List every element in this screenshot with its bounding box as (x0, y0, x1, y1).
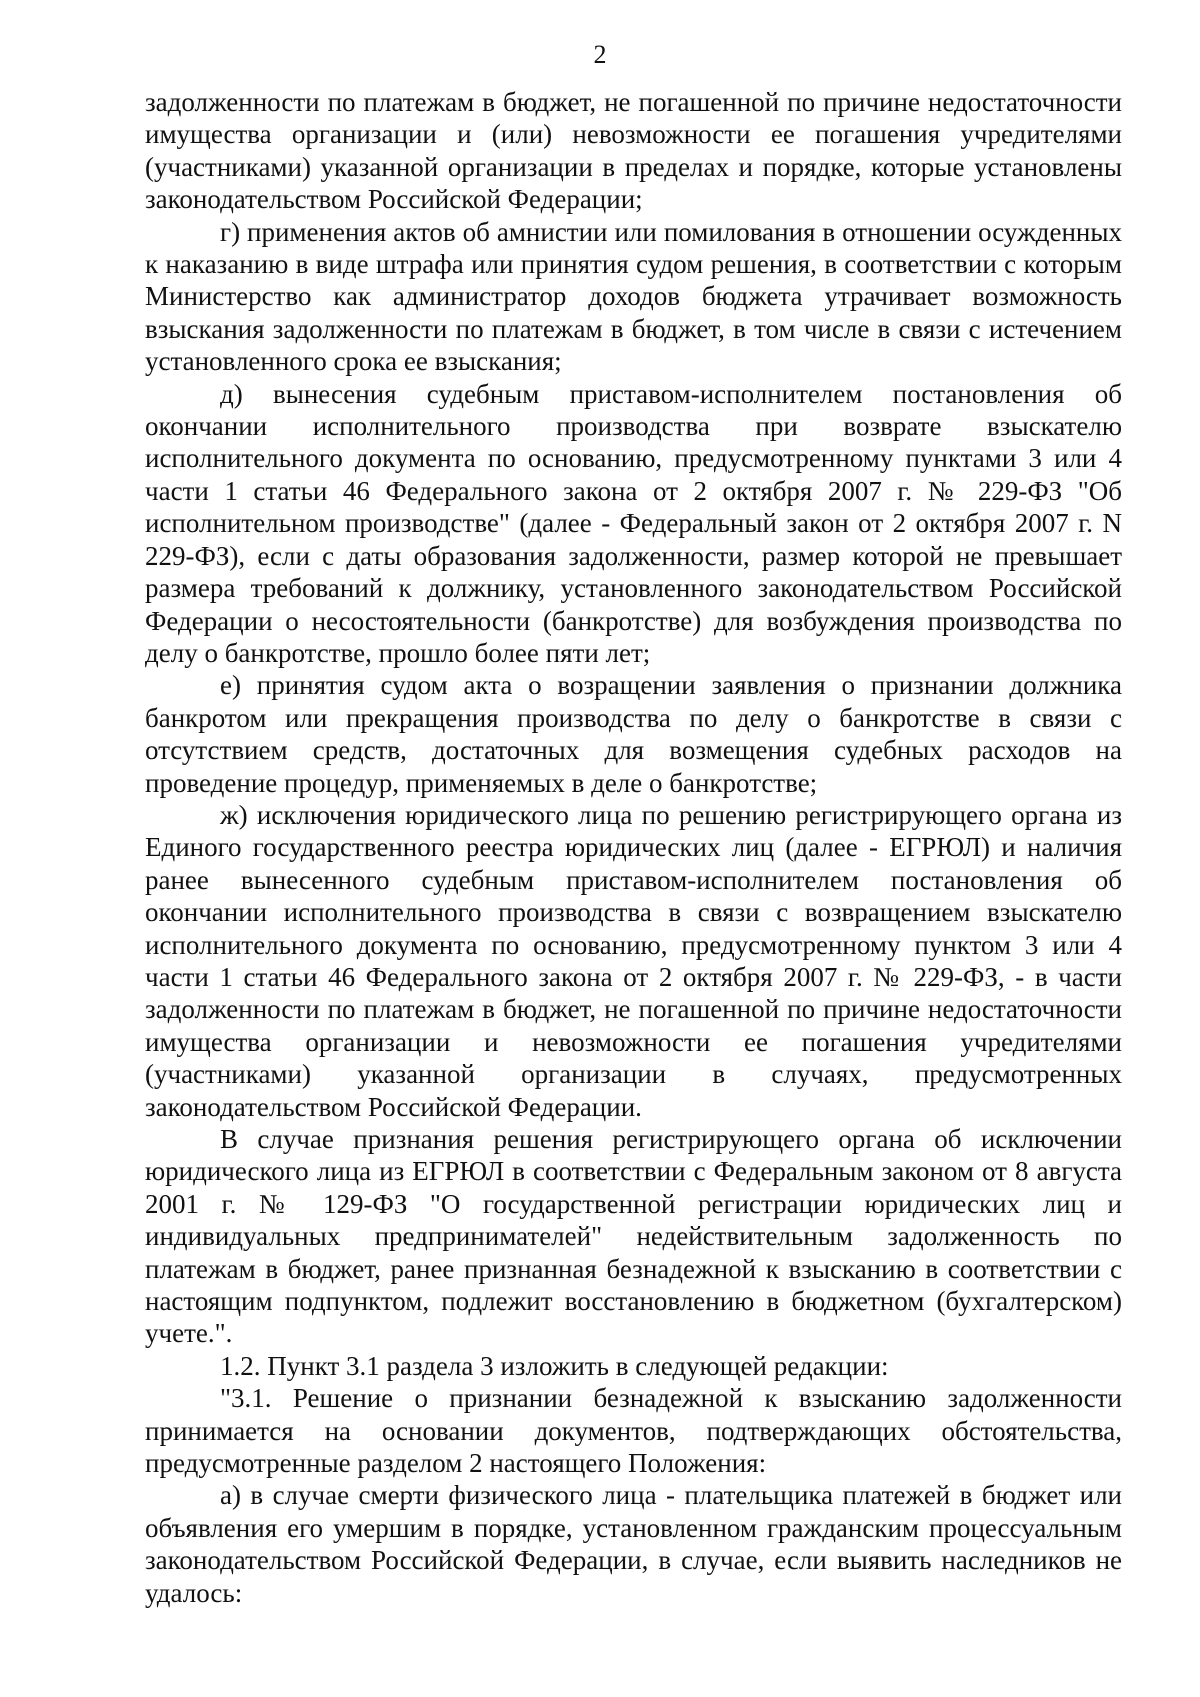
paragraph-clause-3-1: "3.1. Решение о признании безнадежной к взысканию задолженности принимается на основании документов, подтверждающих обстоятельства, предусмотренные разделом 2 настоящего Положения: (145, 1383, 1122, 1479)
document-body (145, 86, 1122, 1609)
paragraph-item-a: а) в случае смерти физического лица - плательщика платежей в бюджет или объявления его умершим в порядке, установленном гражданским процессуальным законодательством Российской Федерации, в случае, если выявить наследников не удалось: (145, 1480, 1122, 1608)
paragraph-section-1-2: 1.2. Пункт 3.1 раздела 3 изложить в следующей редакции: (220, 1350, 889, 1381)
page-number: 2 (593, 40, 607, 69)
paragraph-continuation: задолженности по платежам в бюджет, не погашенной по причине недостаточности имущества организации и (или) невозможности ее погашения учредителями (участниками) указанной организации в пределах и порядке, которые установлены законодательством Российской Федерации; (145, 87, 1122, 215)
paragraph-item-e: е) принятия судом акта о возращении заявления о признании должника банкротом или прекращения производства по делу о банкротстве в связи с отсутствием средств, достаточных для возмещения судебных расходов на проведение процедур, применяемых в деле о банкротстве; (145, 670, 1122, 798)
paragraph-restoration-clause: В случае признания решения регистрирующего органа об исключении юридического лица из ЕГРЮЛ в соответствии с Федеральным законом от 8 августа 2001 г. № 129-ФЗ "О государственной регистрации юридических лиц и индивидуальных предпринимателей" недействительным задолженность по платежам в бюджет, ранее признанная безнадежной к взысканию в соответствии с настоящим подпунктом, подлежит восстановлению в бюджетном (бухгалтерском) учете.". (145, 1124, 1122, 1349)
paragraph-item-d: д) вынесения судебным приставом-исполнителем постановления об окончании исполнительного производства при возврате взыскателю исполнительного документа по основанию, предусмотренному пунктами 3 или 4 части 1 статьи 46 Федерального закона от 2 октября 2007 г. № 229-ФЗ "Об исполнительном производстве" (далее - Федеральный закон от 2 октября 2007 г. N 229-ФЗ), если с даты образования задолженности, размер которой не превышает размера требований к должнику, установленного законодательством Российской Федерации о несостоятельности (банкротстве) для возбуждения производства по делу о банкротстве, прошло более пяти лет; (145, 378, 1122, 668)
paragraph-item-g: г) применения актов об амнистии или помилования в отношении осужденных к наказанию в виде штрафа или принятия судом решения, в соответствии с которым Министерство как администратор доходов бюджета утрачивает возможность взыскания задолженности по платежам в бюджет, в том числе в связи с истечением установленного срока ее взыскания; (145, 216, 1122, 377)
paragraph-item-zh: ж) исключения юридического лица по решению регистрирующего органа из Единого государственного реестра юридических лиц (далее - ЕГРЮЛ) и наличия ранее вынесенного судебным приставом-исполнителем постановления об окончании исполнительного производства в связи с возвращением взыскателю исполнительного документа по основанию, предусмотренному пунктом 3 или 4 части 1 статьи 46 Федерального закона от 2 октября 2007 г. № 229-ФЗ, - в части задолженности по платежам в бюджет, не погашенной по причине недостаточности имущества организации и невозможности ее погашения учредителями (участниками) указанной организации в случаях, предусмотренных законодательством Российской Федерации. (145, 799, 1122, 1122)
